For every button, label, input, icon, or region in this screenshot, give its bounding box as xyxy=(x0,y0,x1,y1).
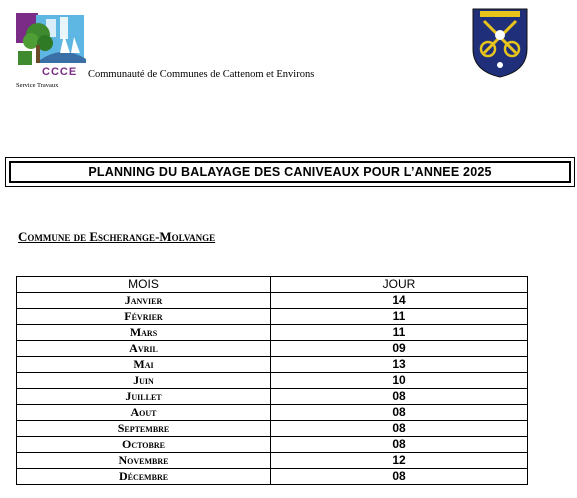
mois-cell: Juillet xyxy=(17,389,271,405)
jour-cell: 08 xyxy=(271,437,528,453)
jour-cell: 08 xyxy=(271,389,528,405)
table-header-row xyxy=(17,277,528,293)
ccce-logo xyxy=(16,13,86,79)
document-title: PLANNING DU BALAYAGE DES CANIVEAUX POUR L’ANNEE 2025 xyxy=(88,165,492,179)
jour-cell: 14 xyxy=(271,293,528,309)
jour-cell: 08 xyxy=(271,469,528,485)
table-row xyxy=(17,341,528,357)
coat-of-arms xyxy=(470,5,530,79)
header-mois: MOIS xyxy=(17,277,271,293)
mois-cell: Octobre xyxy=(17,437,271,453)
mois-cell: Mai xyxy=(17,357,271,373)
jour-cell: 11 xyxy=(271,309,528,325)
mois-cell: Mars xyxy=(17,325,271,341)
table-row xyxy=(17,437,528,453)
org-name: Communauté de Communes de Cattenom et Environs xyxy=(88,69,315,80)
jour-cell: 12 xyxy=(271,453,528,469)
table-row xyxy=(17,421,528,437)
jour-cell: 11 xyxy=(271,325,528,341)
mois-cell: Avril xyxy=(17,341,271,357)
table-row xyxy=(17,325,528,341)
mois-cell: Aout xyxy=(17,405,271,421)
service-name: Service Travaux xyxy=(16,82,59,89)
logo-text: CCCE xyxy=(42,66,78,78)
table-row xyxy=(17,373,528,389)
commune-heading: Commune de Escherange-Molvange xyxy=(18,229,216,244)
header-jour: JOUR xyxy=(271,277,528,293)
jour-cell: 09 xyxy=(271,341,528,357)
table-row xyxy=(17,357,528,373)
table-row xyxy=(17,389,528,405)
mois-cell: Juin xyxy=(17,373,271,389)
mois-cell: Septembre xyxy=(17,421,271,437)
mois-cell: Février xyxy=(17,309,271,325)
mois-cell: Novembre xyxy=(17,453,271,469)
mois-cell: Décembre xyxy=(17,469,271,485)
table-row xyxy=(17,469,528,485)
table-row xyxy=(17,405,528,421)
planning-table xyxy=(16,276,528,485)
jour-cell: 13 xyxy=(271,357,528,373)
jour-cell: 08 xyxy=(271,421,528,437)
table-row xyxy=(17,453,528,469)
jour-cell: 08 xyxy=(271,405,528,421)
title-box xyxy=(5,157,575,187)
table-row xyxy=(17,309,528,325)
mois-cell: Janvier xyxy=(17,293,271,309)
jour-cell: 10 xyxy=(271,373,528,389)
table-row xyxy=(17,293,528,309)
